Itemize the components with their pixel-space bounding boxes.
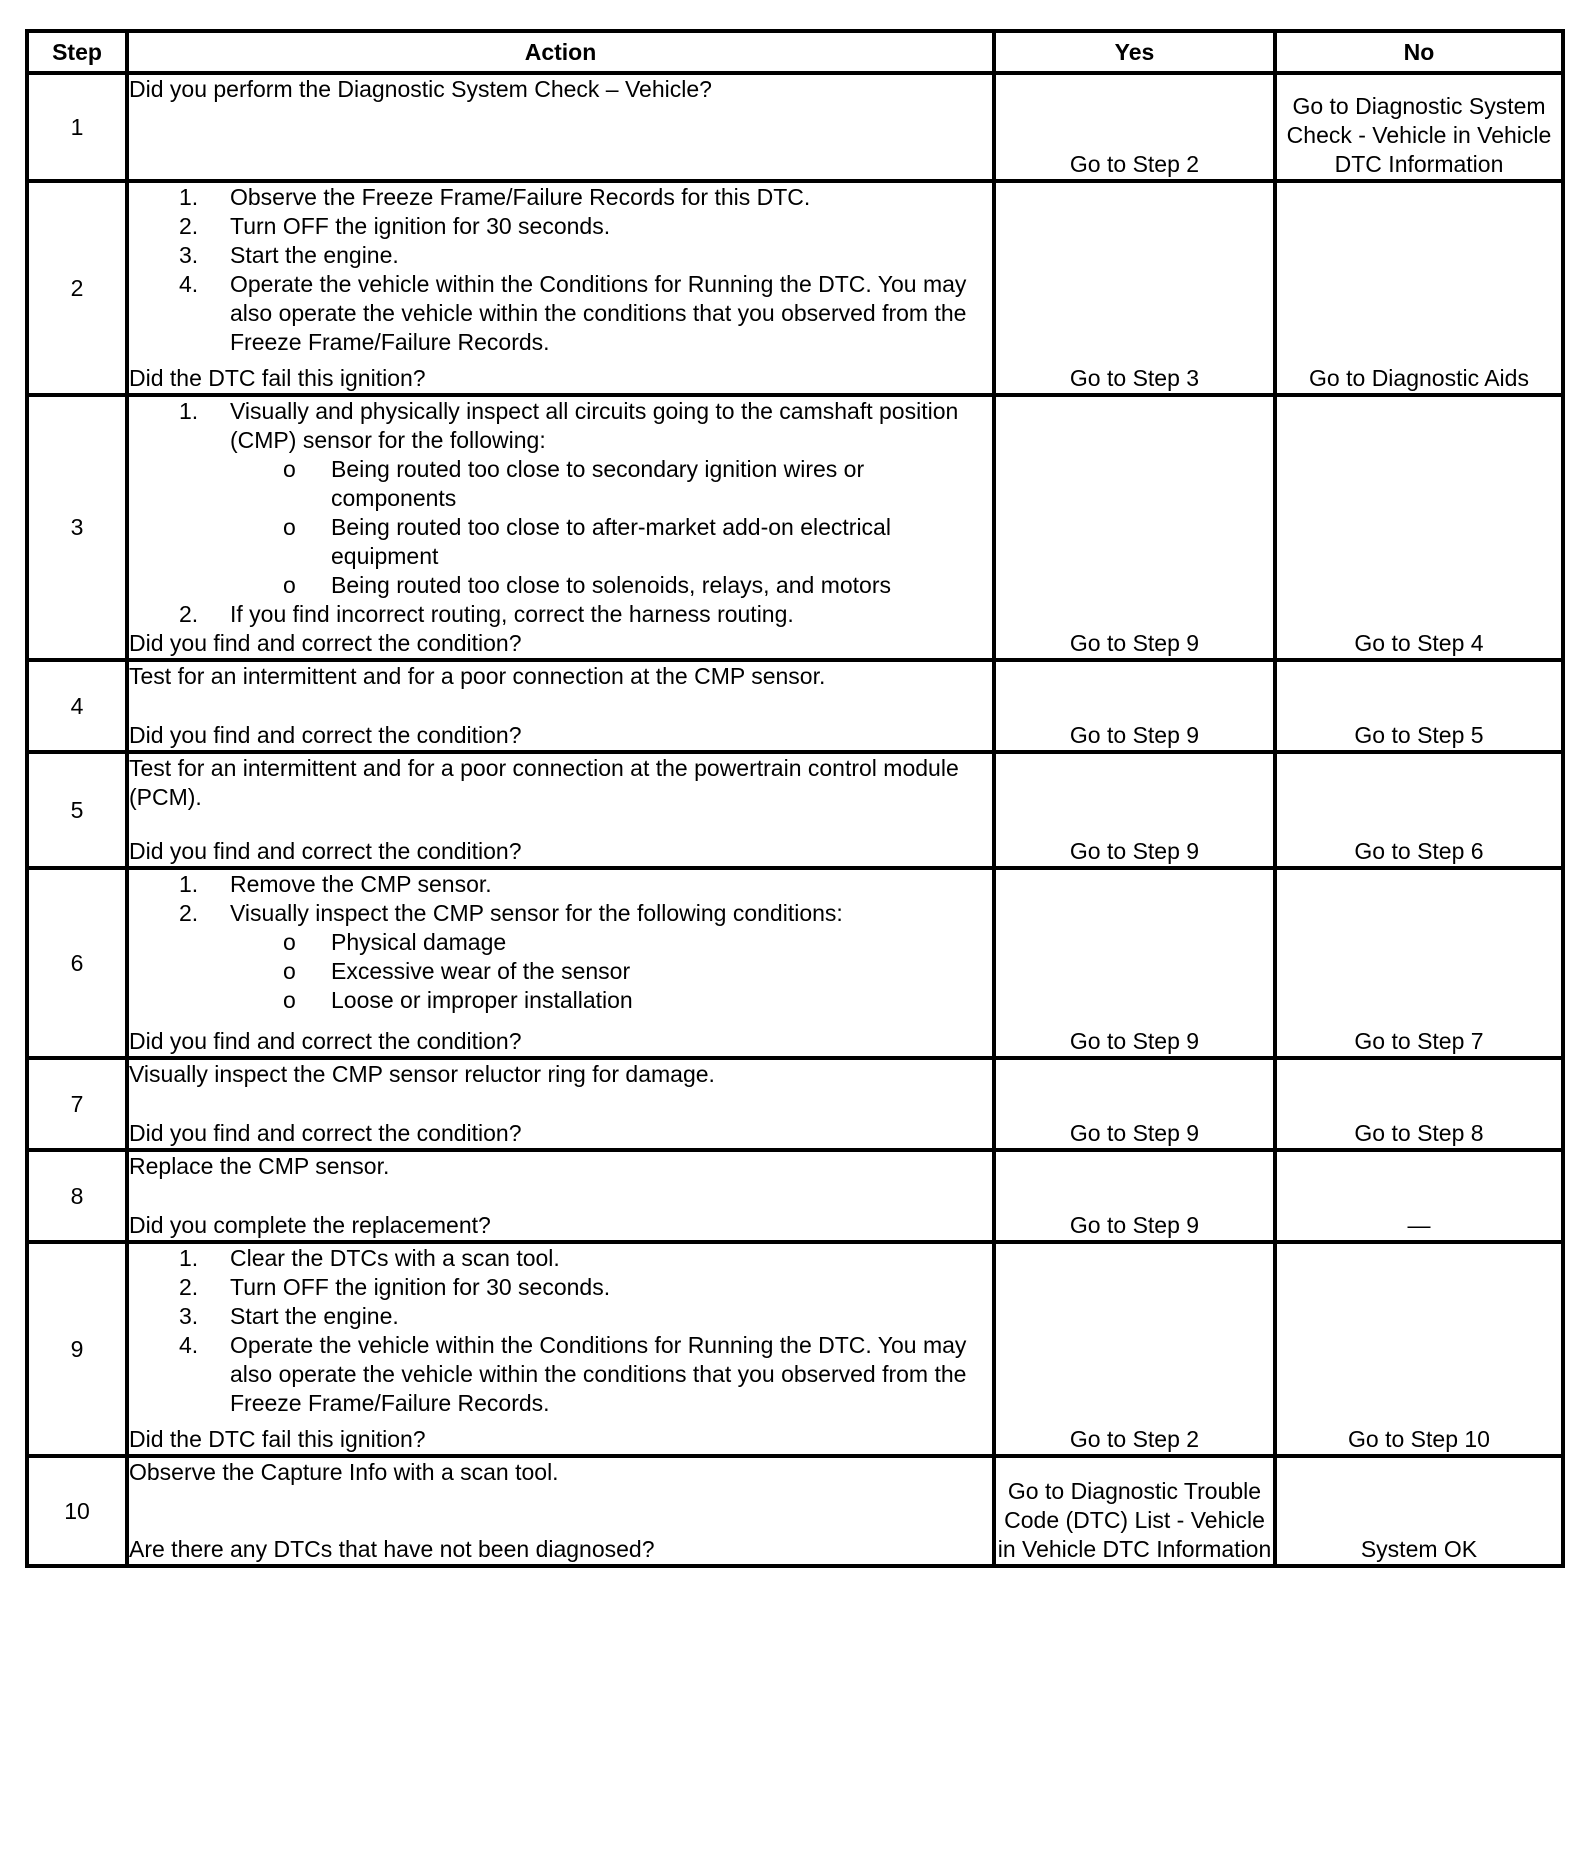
action-content [129,1244,992,1454]
yes-result: Go to Step 3 [994,181,1275,395]
item-number: 2. [179,1274,199,1300]
yes-result: Go to Step 9 [994,660,1275,752]
action-intro: Observe the Capture Info with a scan tool. [129,1459,559,1485]
numbered-item [129,870,992,899]
header-step: Step [27,31,127,73]
action-content [129,662,992,750]
item-number: 1. [179,398,199,424]
action-body [129,397,992,629]
action-body [129,1244,992,1418]
action-cell [127,660,994,752]
no-result: Go to Step 4 [1275,395,1563,660]
no-result: Go to Diagnostic Aids [1275,181,1563,395]
step-number: 10 [27,1456,127,1566]
table-row [27,1058,1563,1150]
item-text: Visually and physically inspect all circuits going to the camshaft position (CMP) sensor for the following: [230,398,959,453]
numbered-item [129,241,992,270]
numbered-item [129,270,992,357]
yes-result: Go to Step 9 [994,395,1275,660]
action-body [129,1060,992,1089]
item-text: If you find incorrect routing, correct the harness routing. [230,601,794,627]
sub-item-text: Being routed too close to secondary ignition wires or components [331,456,865,511]
table-row [27,1242,1563,1456]
item-number: 3. [179,1303,199,1329]
action-intro: Test for an intermittent and for a poor connection at the CMP sensor. [129,663,826,689]
yes-result: Go to Step 2 [994,73,1275,181]
table-row [27,660,1563,752]
numbered-item [129,212,992,241]
action-cell [127,395,994,660]
sub-item [230,928,992,957]
step-number: 8 [27,1150,127,1242]
action-content [129,1458,992,1564]
sub-item [230,986,992,1015]
no-result: Go to Step 7 [1275,868,1563,1058]
bullet-icon: o [283,572,296,598]
sub-item-text: Being routed too close to solenoids, relays, and motors [331,572,891,598]
sub-item-text: Physical damage [331,929,507,955]
item-text: Operate the vehicle within the Conditions for Running the DTC. You may also operate the vehicle within the conditions that you observed from the Freeze Frame/Failure Records. [230,1332,967,1416]
numbered-item [129,600,992,629]
item-number: 4. [179,1332,199,1358]
action-cell [127,181,994,395]
no-result: System OK [1275,1456,1563,1566]
sub-item [230,455,992,513]
item-number: 1. [179,1245,199,1271]
numbered-item [129,1331,992,1418]
header-row [27,31,1563,73]
no-result: Go to Step 8 [1275,1058,1563,1150]
action-intro: Test for an intermittent and for a poor connection at the powertrain control module (PCM). [129,755,959,810]
numbered-item [129,397,992,600]
sub-item [230,957,992,986]
numbered-list [129,183,992,357]
action-cell [127,73,994,181]
action-question: Did you find and correct the condition? [129,722,522,748]
action-question: Did you find and correct the condition? [129,1120,522,1146]
step-number: 3 [27,395,127,660]
sub-item [230,571,992,600]
action-body [129,662,992,691]
action-body [129,1152,992,1181]
no-result: Go to Diagnostic System Check - Vehicle in Vehicle DTC Information [1275,73,1563,181]
action-intro: Replace the CMP sensor. [129,1153,390,1179]
header-yes: Yes [994,31,1275,73]
numbered-item [129,1273,992,1302]
action-question: Are there any DTCs that have not been diagnosed? [129,1536,655,1562]
action-body [129,183,992,357]
yes-result: Go to Step 9 [994,1058,1275,1150]
step-number: 1 [27,73,127,181]
action-question: Did you find and correct the condition? [129,1028,522,1054]
step-number: 5 [27,752,127,868]
item-number: 1. [179,871,199,897]
numbered-list [129,870,992,1015]
action-cell [127,1150,994,1242]
step-number: 6 [27,868,127,1058]
sub-item-text: Loose or improper installation [331,987,633,1013]
no-result: Go to Step 5 [1275,660,1563,752]
item-text: Operate the vehicle within the Conditions for Running the DTC. You may also operate the vehicle within the conditions that you observed from the Freeze Frame/Failure Records. [230,271,967,355]
table-body [27,73,1563,1566]
action-body [129,754,992,812]
bullet-icon: o [283,514,296,540]
bullet-icon: o [283,958,296,984]
table-row [27,181,1563,395]
step-number: 9 [27,1242,127,1456]
action-body [129,870,992,1015]
step-number: 2 [27,181,127,395]
table-row [27,1456,1563,1566]
action-content [129,75,992,179]
action-question: Did the DTC fail this ignition? [129,365,426,391]
no-result: Go to Step 6 [1275,752,1563,868]
item-number: 2. [179,213,199,239]
action-intro: Did you perform the Diagnostic System Check – Vehicle? [129,76,712,102]
item-text: Observe the Freeze Frame/Failure Records for this DTC. [230,184,811,210]
action-content [129,870,992,1056]
numbered-item [129,1302,992,1331]
table-row [27,868,1563,1058]
bullet-icon: o [283,929,296,955]
yes-result: Go to Step 9 [994,1150,1275,1242]
sub-item-text: Being routed too close to after-market add-on electrical equipment [331,514,891,569]
action-cell [127,1058,994,1150]
item-text: Start the engine. [230,242,399,268]
action-content [129,183,992,393]
bullet-icon: o [283,456,296,482]
yes-result: Go to Diagnostic Trouble Code (DTC) List - Vehicle in Vehicle DTC Information [994,1456,1275,1566]
step-number: 7 [27,1058,127,1150]
action-question: Did you complete the replacement? [129,1212,491,1238]
action-question: Did you find and correct the condition? [129,630,522,656]
header-action: Action [127,31,994,73]
table-row [27,752,1563,868]
item-text: Visually inspect the CMP sensor for the following conditions: [230,900,843,926]
sub-list [230,928,992,1015]
action-body [129,75,992,104]
action-content [129,1152,992,1240]
action-intro: Visually inspect the CMP sensor reluctor ring for damage. [129,1061,715,1087]
item-number: 4. [179,271,199,297]
item-text: Turn OFF the ignition for 30 seconds. [230,213,611,239]
no-result: Go to Step 10 [1275,1242,1563,1456]
numbered-item [129,899,992,1015]
yes-result: Go to Step 9 [994,752,1275,868]
numbered-list [129,397,992,629]
item-number: 1. [179,184,199,210]
action-content [129,754,992,866]
table-row [27,1150,1563,1242]
item-number: 2. [179,601,199,627]
action-cell [127,868,994,1058]
action-question: Did you find and correct the condition? [129,838,522,864]
table-row [27,395,1563,660]
item-number: 3. [179,242,199,268]
action-question: Did the DTC fail this ignition? [129,1426,426,1452]
table-row [27,73,1563,181]
numbered-list [129,1244,992,1418]
diagnostic-table [25,29,1565,1568]
item-text: Turn OFF the ignition for 30 seconds. [230,1274,611,1300]
item-text: Clear the DTCs with a scan tool. [230,1245,560,1271]
sub-item-text: Excessive wear of the sensor [331,958,631,984]
step-number: 4 [27,660,127,752]
action-cell [127,1242,994,1456]
action-content [129,397,992,658]
item-text: Start the engine. [230,1303,399,1329]
sub-item [230,513,992,571]
no-result: — [1275,1150,1563,1242]
item-number: 2. [179,900,199,926]
item-text: Remove the CMP sensor. [230,871,492,897]
sub-list [230,455,992,600]
yes-result: Go to Step 9 [994,868,1275,1058]
action-body [129,1458,992,1487]
action-cell [127,752,994,868]
action-cell [127,1456,994,1566]
yes-result: Go to Step 2 [994,1242,1275,1456]
header-no: No [1275,31,1563,73]
action-content [129,1060,992,1148]
numbered-item [129,1244,992,1273]
numbered-item [129,183,992,212]
bullet-icon: o [283,987,296,1013]
